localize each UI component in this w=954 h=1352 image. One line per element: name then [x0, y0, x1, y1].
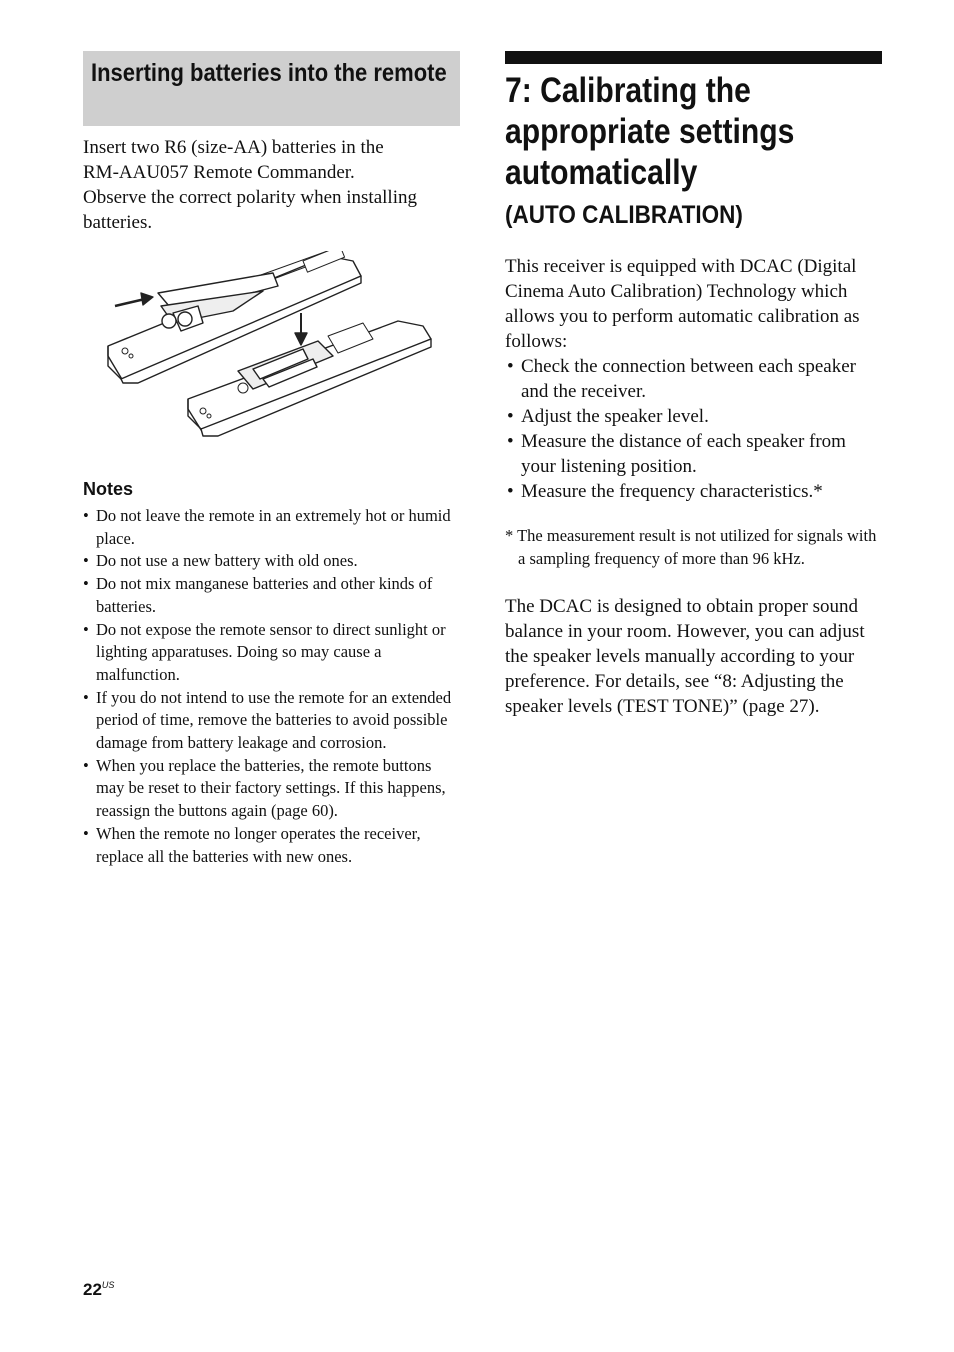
chapter-title: 7: Calibrating the appropriate settings automatically — [505, 71, 795, 192]
page-number-value: 22 — [83, 1280, 102, 1299]
note-item: • When you replace the batteries, the remote buttons may be reset to their factory settings. If this happens, reassign the buttons again (page 60). — [83, 755, 460, 823]
notes-heading: Notes — [83, 479, 134, 499]
feature-item: • Check the connection between each speaker and the receiver. — [505, 354, 882, 404]
intro-line: Insert two R6 (size-AA) batteries in the — [83, 137, 384, 158]
feature-list — [505, 354, 882, 504]
heading-rule — [505, 51, 882, 64]
notes-list — [83, 505, 460, 868]
intro-line: Observe the correct polarity when installing — [83, 187, 417, 208]
note-item: • Do not mix manganese batteries and other kinds of batteries. — [83, 573, 460, 618]
intro-line: RM-AAU057 Remote Commander. — [83, 162, 355, 183]
feature-item: • Adjust the speaker level. — [505, 404, 882, 429]
page-region-suffix: US — [101, 1280, 115, 1290]
note-item: • Do not leave the remote in an extremely hot or humid place. — [83, 505, 460, 550]
feature-item: • Measure the frequency characteristics.* — [505, 479, 882, 504]
note-item: • When the remote no longer operates the receiver, replace all the batteries with new ones. — [83, 823, 460, 868]
section-header — [83, 51, 460, 126]
note-item: • Do not expose the remote sensor to direct sunlight or lighting apparatuses. Doing so may cause a malfunction. — [83, 619, 460, 687]
note-item: • If you do not intend to use the remote for an extended period of time, remove the batteries to avoid possible damage from battery leakage and corrosion. — [83, 687, 460, 755]
intro-paragraph: This receiver is equipped with DCAC (Digital Cinema Auto Calibration) Technology which allows you to perform automatic calibration as follows: — [505, 256, 860, 352]
section-title: Inserting batteries into the remote — [91, 59, 447, 87]
footnote: * The measurement result is not utilized for signals with a sampling frequency of more than 96 kHz. — [505, 526, 877, 568]
left-column — [83, 51, 460, 866]
chapter-subtitle: (AUTO CALIBRATION) — [505, 201, 743, 229]
battery-insertion-illustration — [103, 251, 443, 461]
right-column — [505, 51, 882, 719]
note-item: • Do not use a new battery with old ones. — [83, 550, 460, 573]
intro-text — [83, 135, 460, 235]
feature-item: • Measure the distance of each speaker from your listening position. — [505, 429, 882, 479]
page-number — [83, 1280, 114, 1300]
intro-line: batteries. — [83, 212, 153, 233]
details-paragraph: The DCAC is designed to obtain proper sound balance in your room. However, you can adjust the speaker levels manually according to your preference. For details, see “8: Adjusting the speaker levels (TEST TONE)” (page 27). — [505, 596, 865, 717]
